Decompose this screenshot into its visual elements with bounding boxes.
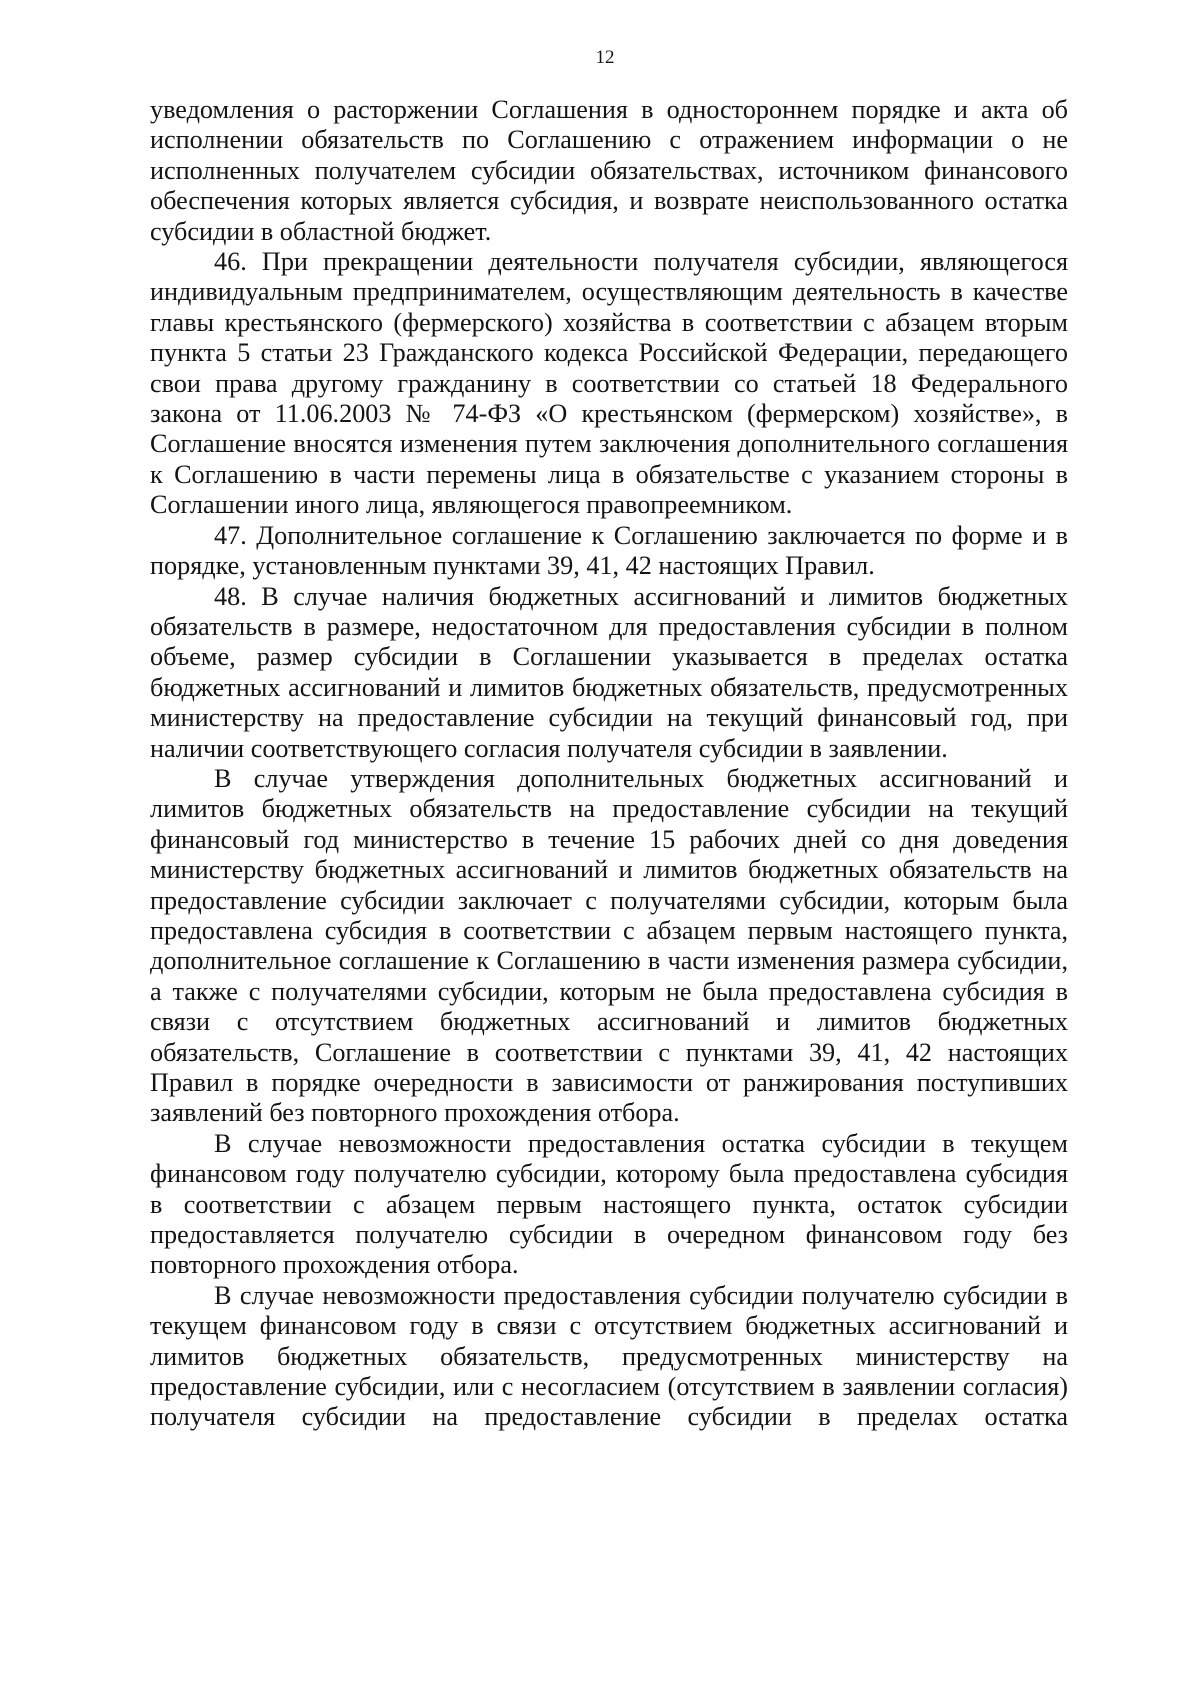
paragraph-48: 48. В случае наличия бюджетных ассигнований и лимитов бюджетных обязательств в размере, недостаточном для предоставления субсидии в полном объеме, размер субсидии в Соглашении указывается в пределах остатка бюджетных ассигнований и лимитов бюджетных обязательств, предусмотренных министерству на предоставление субсидии на текущий финансовый год, при наличии соответствующего согласия получателя субсидии в заявлении. — [150, 581, 1068, 763]
paragraph-46: 46. При прекращении деятельности получателя субсидии, являющегося индивидуальным предпринимателем, осуществляющим деятельность в качестве главы крестьянского (фермерского) хозяйства в соответствии с абзацем вторым пункта 5 статьи 23 Гражданского кодекса Российской Федерации, передающего свои права другому гражданину в соответствии со статьей 18 Федерального закона от 11.06.2003 № 74-ФЗ «О крестьянском (фермерском) хозяйстве», в Соглашение вносятся изменения путем заключения дополнительного соглашения к Соглашению в части перемены лица в обязательстве с указанием стороны в Соглашении иного лица, являющегося правопреемником. — [150, 247, 1068, 520]
paragraph-48-part-3: В случае невозможности предоставления остатка субсидии в текущем финансовом году получателю субсидии, которому была предоставлена субсидия в соответствии с абзацем первым настоящего пункта, остаток субсидии предоставляется получателю субсидии в очередном финансовом году без повторного прохождения отбора. — [150, 1128, 1068, 1280]
paragraph-45-continuation: уведомления о расторжении Соглашения в одностороннем порядке и акта об исполнении обязательств по Соглашению с отражением информации о не исполненных получателем субсидии обязательствах, источником финансового обеспечения которых является субсидия, и возврате неиспользованного остатка субсидии в областной бюджет. — [150, 95, 1068, 246]
paragraph-48-part-4: В случае невозможности предоставления субсидии получателю субсидии в текущем финансовом году в связи с отсутствием бюджетных ассигнований и лимитов бюджетных обязательств, предусмотренных министерству на предоставление субсидии, или с несогласием (отсутствием в заявлении согласия) получателя субсидии на предоставление субсидии в пределах остатка — [150, 1280, 1068, 1432]
document-page — [150, 48, 1068, 1433]
paragraph-47: 47. Дополнительное соглашение к Соглашению заключается по форме и в порядке, установленным пунктами 39, 41, 42 настоящих Правил. — [150, 520, 1068, 581]
paragraph-48-part-2: В случае утверждения дополнительных бюджетных ассигнований и лимитов бюджетных обязательств на предоставление субсидии на текущий финансовый год министерство в течение 15 рабочих дней со дня доведения министерству бюджетных ассигнований и лимитов бюджетных обязательств на предоставление субсидии заключает с получателями субсидии, которым была предоставлена субсидия в соответствии с абзацем первым настоящего пункта, дополнительное соглашение к Соглашению в части изменения размера субсидии, а также с получателями субсидии, которым не была предоставлена субсидия в связи с отсутствием бюджетных ассигнований и лимитов бюджетных обязательств, Соглашение в соответствии с пунктами 39, 41, 42 настоящих Правил в порядке очередности в зависимости от ранжирования поступивших заявлений без повторного прохождения отбора. — [150, 763, 1068, 1128]
page-number: 12 — [595, 47, 615, 68]
